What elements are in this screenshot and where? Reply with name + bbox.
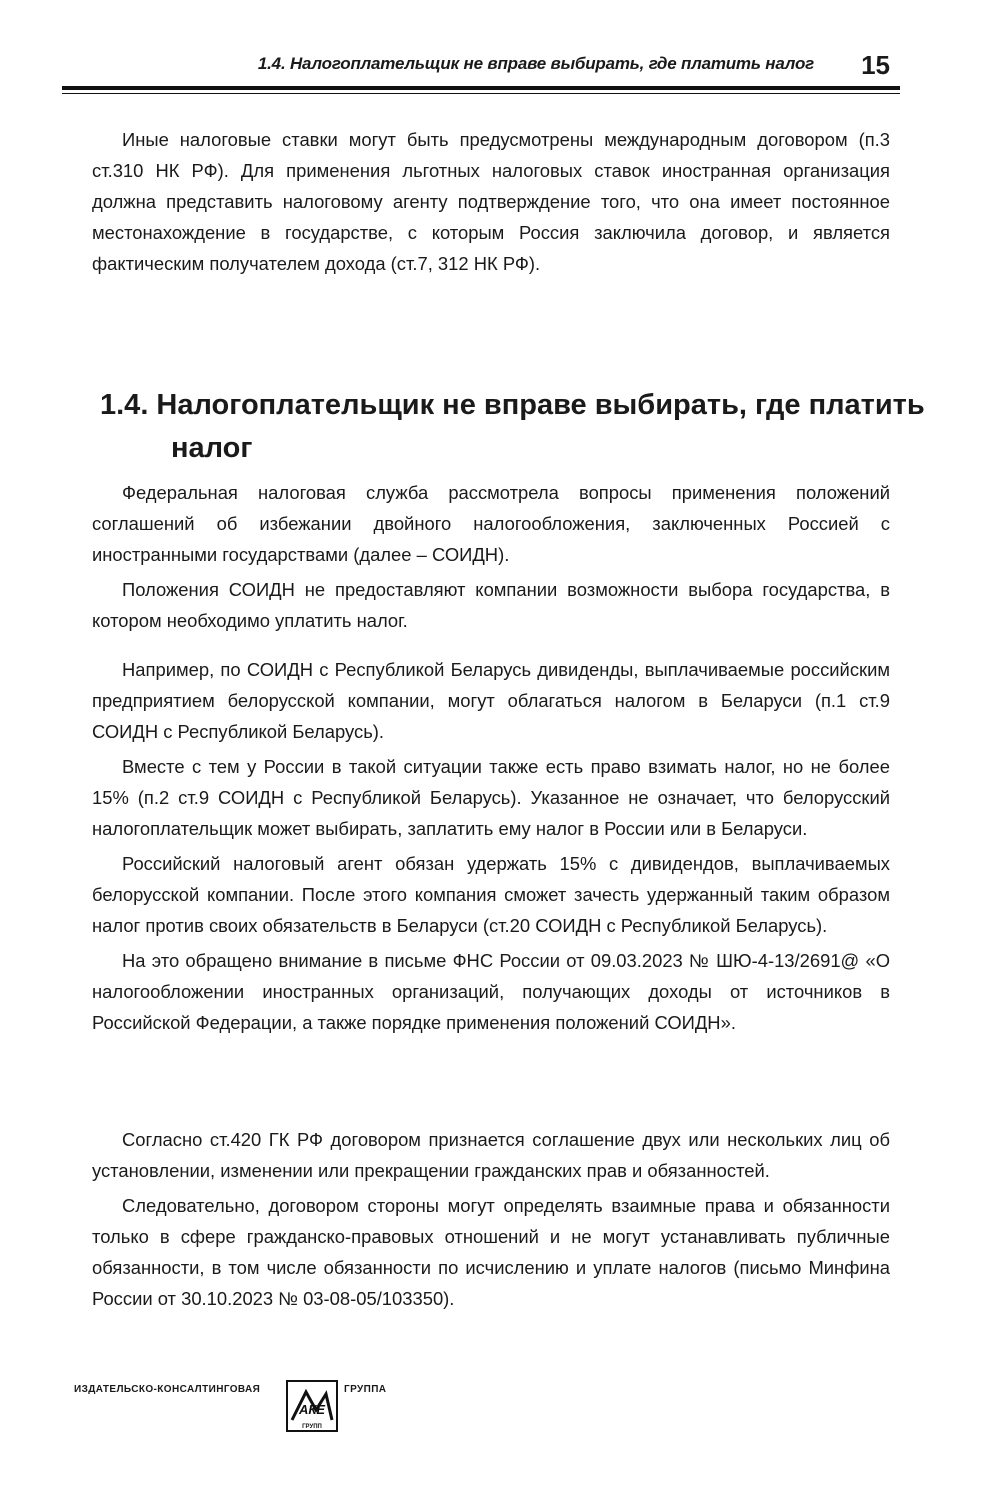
paragraph: Федеральная налоговая служба рассмотрела вопросы применения положений соглашений об избежании двойного налогообложения, заключенных Россией с иностранными государствами (далее – СОИДН). xyxy=(92,482,890,565)
publisher-name-right: ГРУППА xyxy=(344,1384,387,1395)
running-title: 1.4. Налогоплательщик не вправе выбирать, где платить налог xyxy=(257,54,814,73)
paragraph: Согласно ст.420 ГК РФ договором признается соглашение двух или нескольких лиц об установлении, изменении или прекращении гражданских прав и обязанностей. xyxy=(92,1129,890,1181)
svg-text:ГРУПП: ГРУПП xyxy=(302,1424,322,1430)
paragraph: Российский налоговый агент обязан удержать 15% с дивидендов, выплачиваемых белорусской компании. После этого компания сможет зачесть удержанный таким образом налог против своих обязательств в Беларуси (ст.20 СОИДН с Республикой Беларусь). xyxy=(92,853,890,936)
paragraph: На это обращено внимание в письме ФНС России от 09.03.2023 № ШЮ-4-13/2691@ «О налогообложении иностранных организаций, получающих доходы от источников в Российской Федерации, а также порядке применения положений СОИДН». xyxy=(92,950,890,1033)
svg-text:АКЕ: АКЕ xyxy=(298,1402,326,1417)
running-header xyxy=(62,46,900,86)
header-rule-thin xyxy=(62,93,900,94)
paragraph: Например, по СОИДН с Республикой Беларусь дивиденды, выплачиваемые российским предприятием белорусской компании, могут облагаться налогом в Беларуси (п.1 ст.9 СОИДН с Республикой Беларусь). xyxy=(92,659,890,742)
publisher-footer xyxy=(74,1380,414,1440)
publisher-name-left: ИЗДАТЕЛЬСКО-КОНСАЛТИНГОВАЯ xyxy=(74,1384,261,1395)
publisher-logo-icon xyxy=(286,1380,338,1432)
section-block-2 xyxy=(92,654,890,1042)
section-block-3 xyxy=(92,1124,890,1318)
page-number: 15 xyxy=(861,50,890,80)
section-block-1 xyxy=(92,477,890,640)
intro-block xyxy=(92,124,890,279)
paragraph: Следовательно, договором стороны могут определять взаимные права и обязанности только в сфере гражданско-правовых отношений и не могут устанавливать публичные обязанности, в том числе обязанности по исчислению и уплате налогов (письмо Минфина России от 30.10.2023 № 03-08-05/103350). xyxy=(92,1195,890,1309)
paragraph: Положения СОИДН не предоставляют компании возможности выбора государства, в котором необходимо уплатить налог. xyxy=(92,579,890,631)
intro-paragraph: Иные налоговые ставки могут быть предусмотрены международным договором (п.3 ст.310 НК РФ). Для применения льготных налоговых ставок иностранная организация должна представить налоговому агенту подтверждение того, что она имеет постоянное местонахождение в государстве, с которым Россия заключила договор, и является фактическим получателем дохода (ст.7, 312 НК РФ). xyxy=(92,129,890,274)
paragraph: Вместе с тем у России в такой ситуации также есть право взимать налог, но не более 15% (п.2 ст.9 СОИДН с Республикой Беларусь). Указанное не означает, что белорусский налогоплательщик может выбирать, заплатить ему налог в России или в Беларуси. xyxy=(92,756,890,839)
section-heading: 1.4. Налогоплательщик не вправе выбирать, где платить налог xyxy=(100,389,925,464)
header-rule-thick xyxy=(62,86,900,90)
